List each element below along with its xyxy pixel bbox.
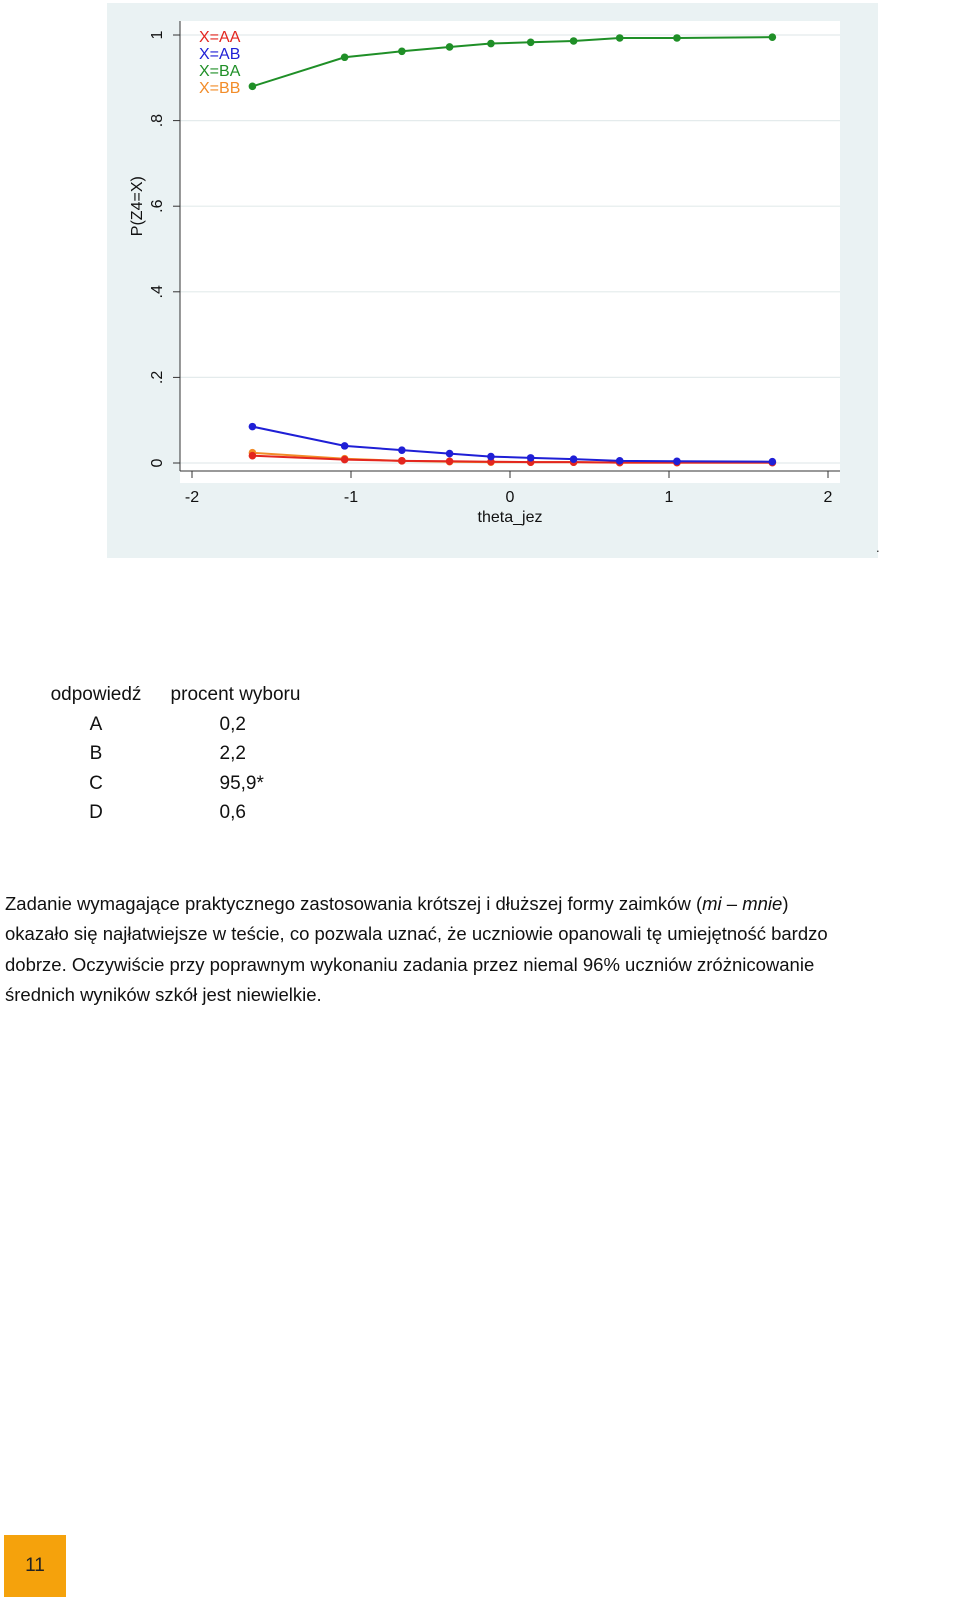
table-row [44, 798, 323, 828]
table-row [44, 769, 323, 799]
y-tick-label: .6 [149, 199, 166, 213]
data-point [249, 83, 257, 91]
paragraph [5, 889, 960, 1010]
percent-cell: 95,9* [219, 772, 264, 794]
x-tick-label: 1 [664, 489, 674, 506]
legend-entry: X=BB [199, 80, 241, 97]
answer-cell: B [89, 743, 103, 765]
y-tick-label: .4 [149, 285, 166, 299]
page-number-badge [4, 1535, 66, 1597]
legend [199, 29, 241, 97]
data-point [487, 453, 495, 461]
data-point [570, 37, 578, 45]
data-point [616, 457, 624, 465]
plot-area [180, 21, 840, 483]
answer-cell: C [89, 772, 103, 794]
legend-entry: X=AB [199, 46, 241, 63]
paragraph-text: Zadanie wymagające praktycznego zastosowania krótszej i dłuższej formy zaimków ( [5, 893, 703, 914]
paragraph-text: ) [782, 893, 789, 914]
data-point [527, 454, 535, 462]
paragraph-emphasis: mi [702, 893, 722, 914]
dot-mark: . [876, 540, 880, 555]
answer-cell: D [89, 802, 103, 824]
data-point [249, 452, 257, 460]
paragraph-line [5, 889, 960, 919]
data-point [616, 34, 624, 42]
percent-cell: 2,2 [219, 743, 246, 765]
answer-table [44, 680, 323, 828]
y-tick-label: 0 [149, 458, 166, 468]
paragraph-line: średnich wyników szkół jest niewielkie. [5, 983, 322, 1005]
data-point [570, 455, 578, 463]
x-tick-label: -2 [184, 489, 200, 506]
chart-svg [107, 3, 878, 558]
chart [107, 3, 878, 558]
data-point [769, 458, 777, 466]
data-point [446, 450, 454, 458]
legend-entry: X=AA [199, 29, 241, 46]
data-point [341, 442, 349, 450]
x-tick-label: 2 [823, 489, 833, 506]
data-point [341, 456, 349, 464]
data-point [398, 457, 406, 465]
data-point [769, 33, 777, 41]
data-point [398, 47, 406, 55]
answer-cell: A [89, 713, 103, 735]
paragraph-line: dobrze. Oczywiście przy poprawnym wykonaniu zadania przez niemal 96% uczniów zróżnicowanie [5, 953, 815, 975]
paragraph-line: okazało się najłatwiejsze w teście, co pozwala uznać, że uczniowie opanowali tę umiejętność bardzo [5, 923, 828, 945]
header-answer: odpowiedź [50, 684, 142, 706]
y-tick-label: .8 [149, 113, 166, 128]
data-point [341, 53, 349, 61]
paragraph-dash: – [721, 893, 743, 914]
data-point [249, 423, 257, 431]
x-tick-label: -1 [343, 489, 359, 506]
data-point [673, 34, 681, 42]
y-tick-label: .2 [149, 370, 166, 385]
percent-cell: 0,6 [219, 802, 246, 824]
table-row [44, 710, 323, 740]
legend-entry: X=BA [199, 63, 241, 80]
x-tick-label: 0 [505, 489, 515, 506]
table-header-row [44, 680, 323, 710]
data-point [527, 38, 535, 46]
paragraph-emphasis: mnie [742, 893, 783, 914]
data-point [398, 446, 406, 454]
data-point [446, 457, 454, 465]
percent-cell: 0,2 [219, 713, 246, 735]
table-row [44, 739, 323, 769]
data-point [446, 43, 454, 51]
header-percent: procent wyboru [170, 684, 301, 706]
y-axis-title: P(Z4=X) [129, 176, 146, 237]
y-tick-label: 1 [149, 30, 166, 40]
data-point [673, 457, 681, 465]
x-axis-title: theta_jez [477, 509, 543, 526]
data-point [487, 40, 495, 48]
page-number: 11 [25, 1555, 45, 1576]
